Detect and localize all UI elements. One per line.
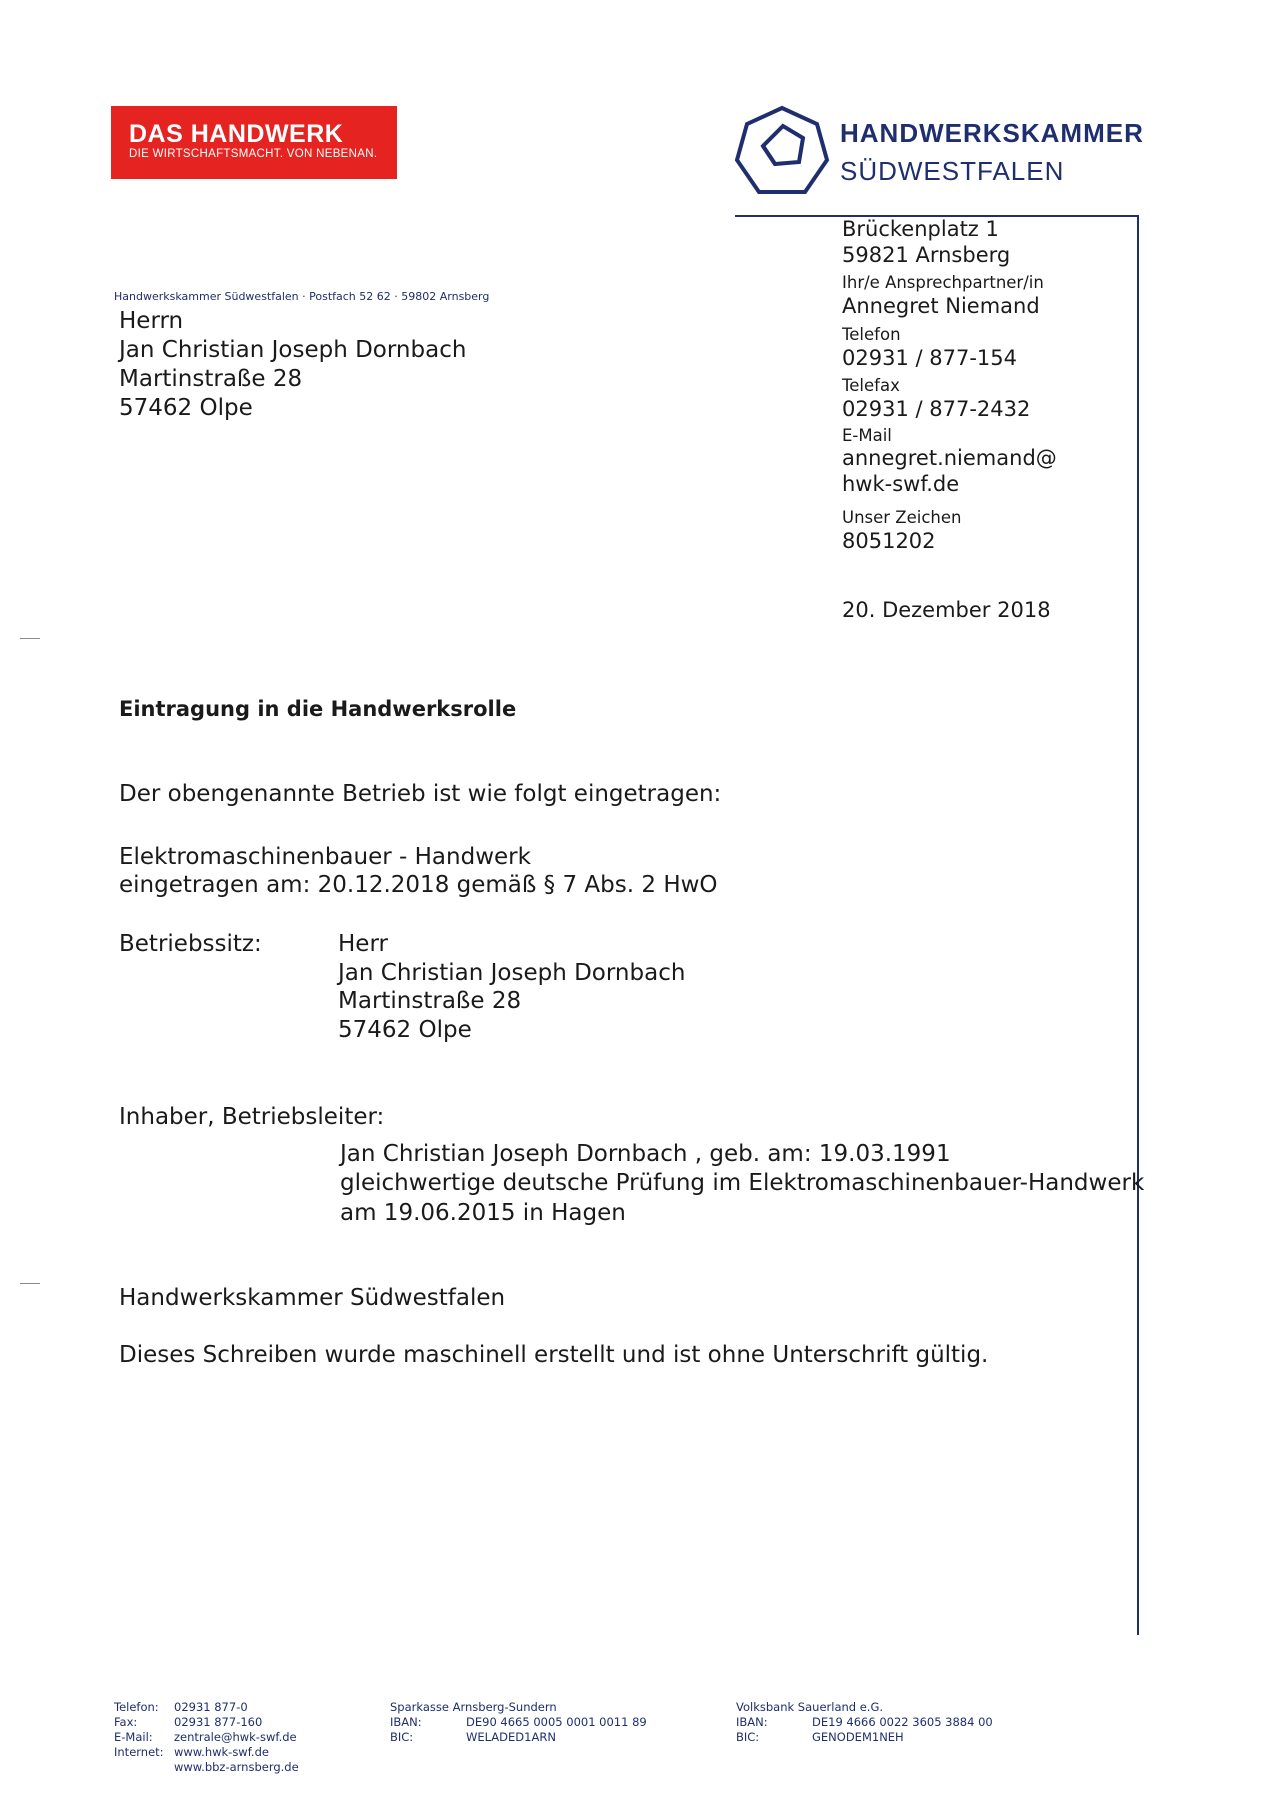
email-value-line2: hwk-swf.de xyxy=(842,472,960,496)
footer-bank1-iban: DE90 4665 0005 0001 0011 89 xyxy=(466,1715,647,1729)
logo-main-text: DAS HANDWERK xyxy=(129,120,344,148)
org-name-line1: HANDWERKSKAMMER xyxy=(840,118,1144,148)
footer-bank1-iban-label: IBAN: xyxy=(390,1715,422,1729)
footer-bank2-iban: DE19 4666 0022 3605 3884 00 xyxy=(812,1715,993,1729)
footer-email: zentrale@hwk-swf.de xyxy=(174,1730,297,1744)
seat-label: Betriebssitz: xyxy=(119,931,262,957)
closing-text: Handwerkskammer Südwestfalen xyxy=(119,1285,506,1311)
recipient-name: Jan Christian Joseph Dornbach xyxy=(119,337,467,363)
fold-mark-top xyxy=(20,638,40,639)
fax-value: 02931 / 877-2432 xyxy=(842,397,1031,421)
phone-value: 02931 / 877-154 xyxy=(842,346,1017,370)
footer-bank1-name: Sparkasse Arnsberg-Sundern xyxy=(390,1700,557,1714)
letter-subject: Eintragung in die Handwerksrolle xyxy=(119,697,517,721)
seat-city: 57462 Olpe xyxy=(338,1017,472,1043)
info-street: Brückenplatz 1 xyxy=(842,217,999,241)
seat-name: Jan Christian Joseph Dornbach xyxy=(338,960,686,986)
footer-bank2-name: Volksbank Sauerland e.G. xyxy=(736,1700,884,1714)
contact-value: Annegret Niemand xyxy=(842,294,1040,318)
recipient-salutation: Herrn xyxy=(119,308,184,334)
contact-label: Ihr/e Ansprechpartner/in xyxy=(842,273,1044,292)
footer-bank2-bic: GENODEM1NEH xyxy=(812,1730,904,1744)
footer-internet-2: www.bbz-arnsberg.de xyxy=(174,1760,299,1774)
footer-bank1-bic-label: BIC: xyxy=(390,1730,414,1744)
intro-text: Der obengenannte Betrieb ist wie folgt eingetragen: xyxy=(119,781,722,807)
fold-mark-bottom xyxy=(20,1283,40,1284)
org-name-line2: SÜDWESTFALEN xyxy=(840,156,1065,186)
footer-bank1-column xyxy=(390,1700,647,1745)
sender-return-address: Handwerkskammer Südwestfalen · Postfach 52 62 · 59802 Arnsberg xyxy=(114,290,490,303)
owner-label: Inhaber, Betriebsleiter: xyxy=(119,1104,385,1130)
seat-street: Martinstraße 28 xyxy=(338,988,522,1014)
machine-generated-note: Dieses Schreiben wurde maschinell erstellt und ist ohne Unterschrift gültig. xyxy=(119,1342,989,1368)
reference-label: Unser Zeichen xyxy=(842,508,962,527)
footer-fax-label: Fax: xyxy=(114,1715,138,1729)
owner-line3: am 19.06.2015 in Hagen xyxy=(340,1200,626,1226)
hwk-heptagon-logo-icon xyxy=(733,104,831,202)
footer-bank2-bic-label: BIC: xyxy=(736,1730,760,1744)
footer-internet-1: www.hwk-swf.de xyxy=(174,1745,269,1759)
trade-text: Elektromaschinenbauer - Handwerk xyxy=(119,844,531,870)
email-value-line1: annegret.niemand@ xyxy=(842,446,1057,470)
logo-tagline: DIE WIRTSCHAFTSMACHT. VON NEBENAN. xyxy=(129,148,378,160)
info-city: 59821 Arnsberg xyxy=(842,243,1011,267)
footer-internet-label: Internet: xyxy=(114,1745,164,1759)
phone-label: Telefon xyxy=(842,325,901,344)
footer-bank1-bic: WELADED1ARN xyxy=(466,1730,556,1744)
footer-fax: 02931 877-160 xyxy=(174,1715,263,1729)
owner-line2: gleichwertige deutsche Prüfung im Elektromaschinenbauer-Handwerk xyxy=(340,1170,1145,1196)
registered-text: eingetragen am: 20.12.2018 gemäß § 7 Abs. 2 HwO xyxy=(119,872,718,898)
das-handwerk-logo xyxy=(111,106,397,179)
owner-line1: Jan Christian Joseph Dornbach , geb. am: 19.03.1991 xyxy=(340,1141,951,1167)
footer-bank2-column xyxy=(736,1700,993,1745)
footer-contact-column xyxy=(114,1700,299,1775)
footer-email-label: E-Mail: xyxy=(114,1730,153,1744)
frame-right-line xyxy=(1137,215,1139,1635)
seat-salutation: Herr xyxy=(338,931,388,957)
fax-label: Telefax xyxy=(842,376,900,395)
footer-bank2-iban-label: IBAN: xyxy=(736,1715,768,1729)
footer-phone: 02931 877-0 xyxy=(174,1700,248,1714)
footer-phone-label: Telefon: xyxy=(114,1700,159,1714)
letter-date: 20. Dezember 2018 xyxy=(842,598,1051,622)
reference-value: 8051202 xyxy=(842,529,936,553)
recipient-street: Martinstraße 28 xyxy=(119,366,303,392)
recipient-city: 57462 Olpe xyxy=(119,395,253,421)
email-label: E-Mail xyxy=(842,426,892,445)
